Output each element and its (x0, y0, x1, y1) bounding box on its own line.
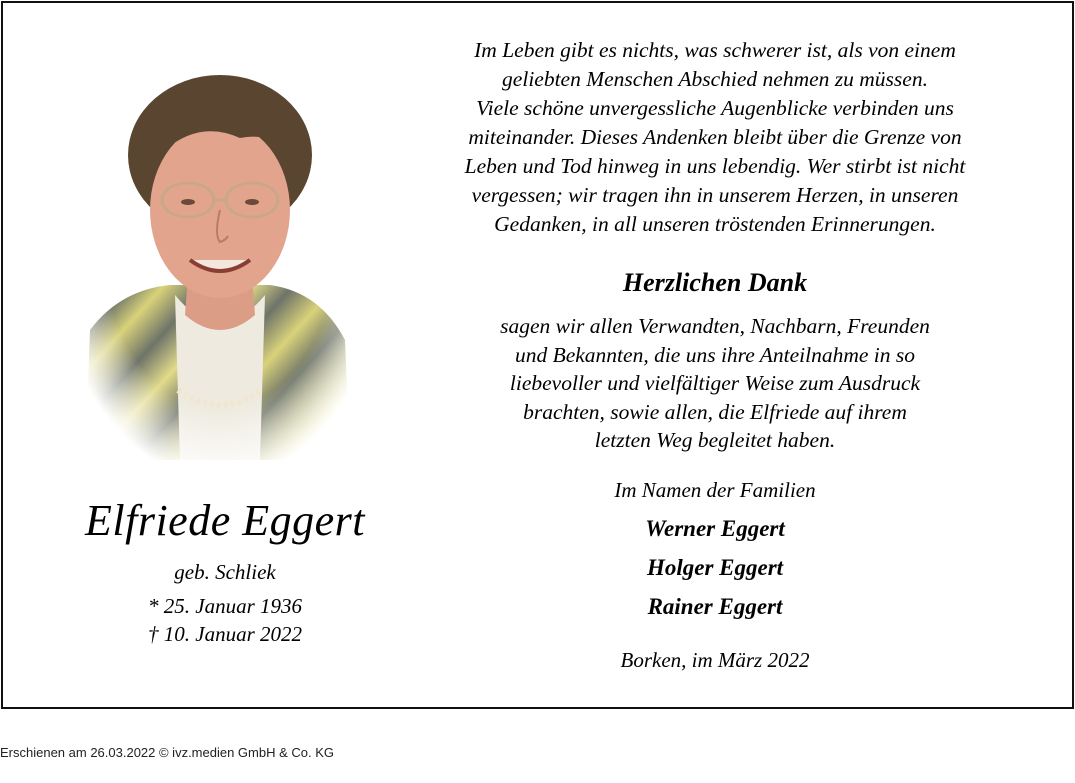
quote-line: vergessen; wir tragen ihn in unserem Herzen, in unseren (471, 183, 959, 207)
quote-line: Im Leben gibt es nichts, was schwerer ist, als von einem (474, 38, 956, 62)
family-member: Rainer Eggert (647, 594, 783, 619)
thanks-line: liebevoller und vielfältiger Weise zum Ausdruck (509, 371, 921, 395)
quote-line: geliebten Menschen Abschied nehmen zu müssen. (502, 67, 928, 91)
deceased-name: Elfriede Eggert (85, 496, 365, 545)
thanks-text (390, 312, 1040, 455)
birth-name: geb. Schliek (174, 560, 276, 584)
quote-line: miteinander. Dieses Andenken bleibt über die Grenze von (468, 125, 962, 149)
death-date: † 10. Januar 2022 (148, 622, 302, 646)
quote-line: Gedanken, in all unseren tröstenden Erinnerungen. (494, 212, 936, 236)
family-member: Holger Eggert (646, 555, 784, 580)
place-date: Borken, im März 2022 (620, 648, 810, 672)
thanks-line: brachten, sowie allen, die Elfriede auf ihrem (523, 399, 907, 424)
memorial-quote (390, 36, 1040, 239)
birth-date: * 25. Januar 1936 (148, 594, 302, 618)
quote-line: Leben und Tod hinweg in uns lebendig. Wer stirbt ist nicht (464, 154, 966, 178)
quote-line: Viele schöne unvergessliche Augenblicke verbinden uns (476, 96, 954, 120)
thanks-title: Herzlichen Dank (622, 268, 808, 297)
publication-footer: Erschienen am 26.03.2022 © ivz.medien GmbH & Co. KG (0, 745, 335, 760)
family-intro: Im Namen der Familien (614, 478, 816, 502)
thanks-line: und Bekannten, die uns ihre Anteilnahme in so (514, 342, 916, 367)
thanks-line: letzten Weg begleitet haben. (594, 428, 836, 452)
family-member: Werner Eggert (645, 516, 785, 541)
thanks-line: sagen wir allen Verwandten, Nachbarn, Freunden (500, 314, 930, 338)
portrait-photo (80, 60, 360, 460)
